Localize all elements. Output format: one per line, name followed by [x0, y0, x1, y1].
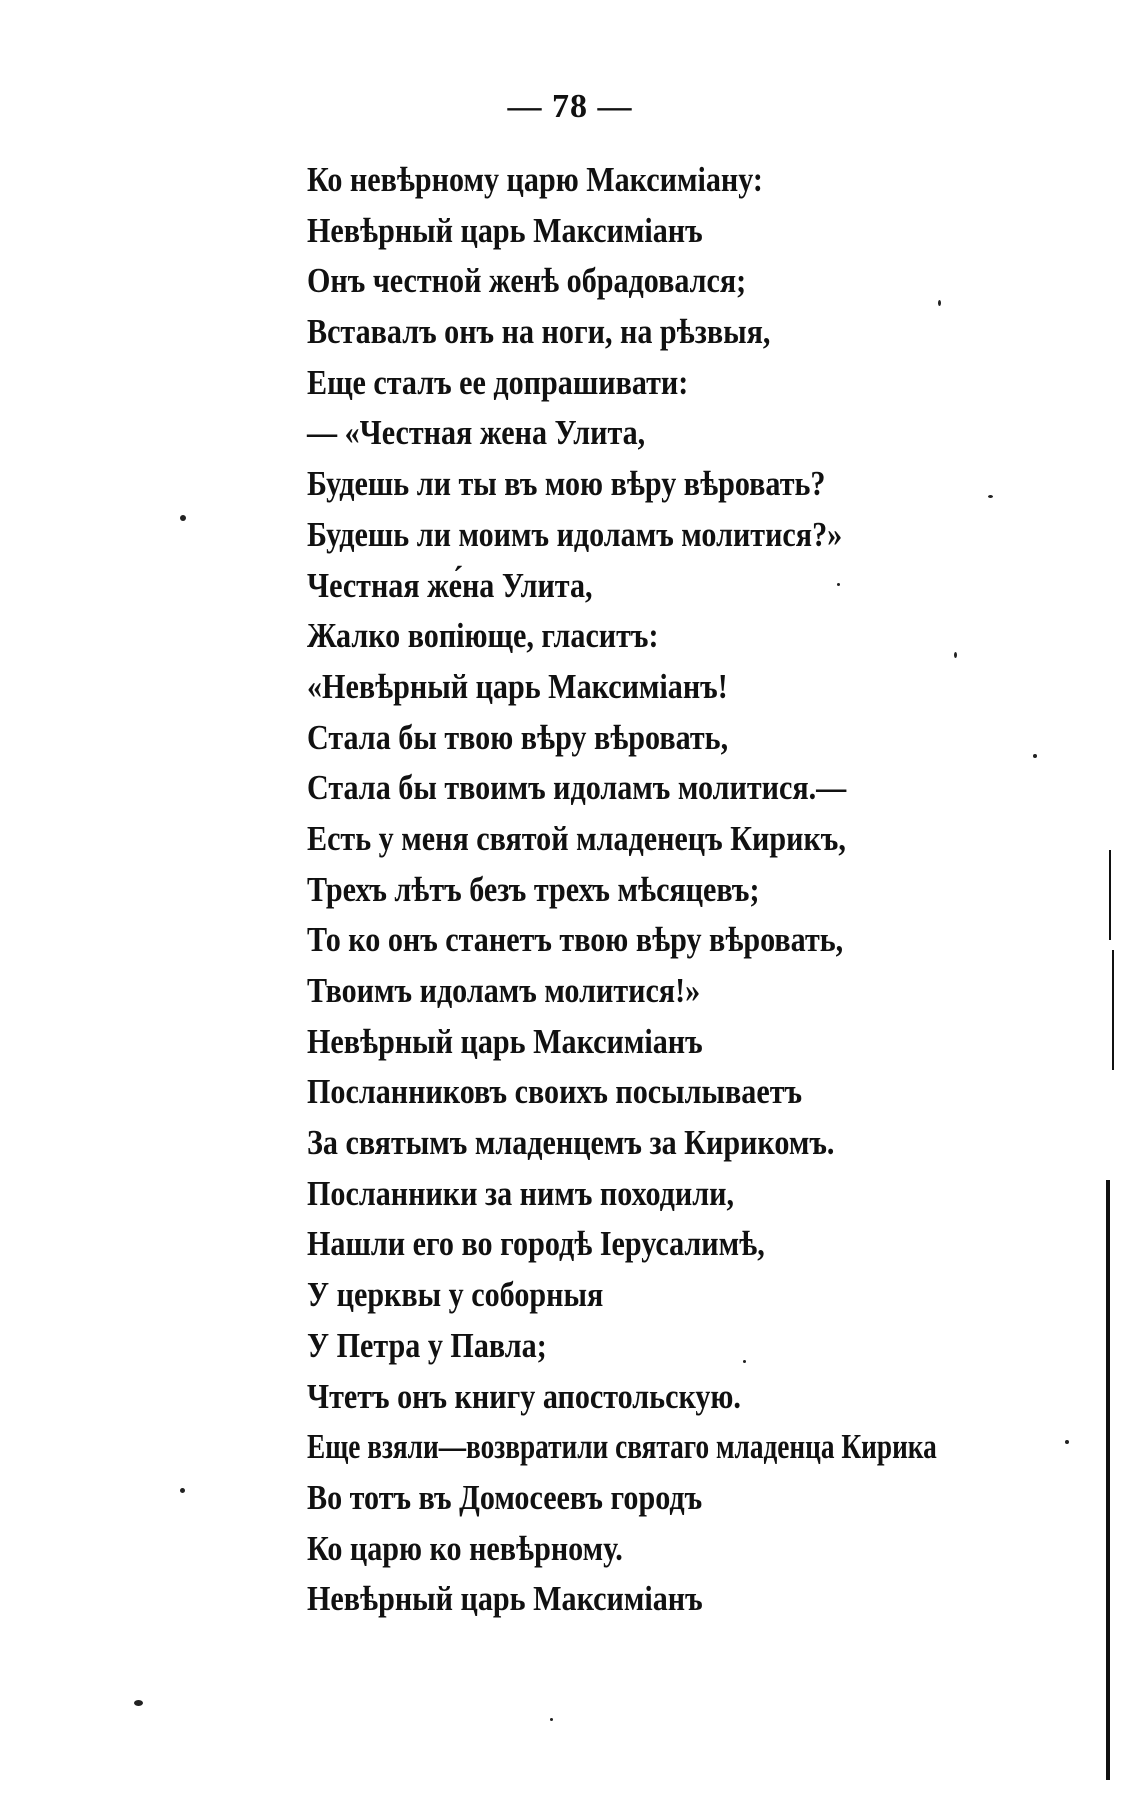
scan-speck: [180, 1488, 185, 1493]
verse-line: Ко невѣрному царю Максиміану:: [307, 160, 763, 199]
verse-line: — «Честная жена Улита,: [307, 413, 646, 453]
poem-text: [307, 155, 1114, 1625]
verse-line: Стала бы твоимъ идоламъ молитися.—: [307, 768, 847, 808]
verse-line: Вставалъ онъ на ноги, на рѣзвыя,: [307, 312, 771, 352]
scan-speck: [180, 515, 186, 521]
verse-line: Будешь ли моимъ идоламъ молитися?»: [307, 514, 843, 554]
scan-speck: [743, 1360, 746, 1363]
scan-speck: [134, 1700, 143, 1706]
verse-line: Посланниковъ своихъ посылываетъ: [307, 1072, 803, 1112]
verse-line: То ко онъ станетъ твою вѣру вѣровать,: [307, 920, 844, 960]
page-binding-shadow: [1109, 850, 1111, 940]
verse-line: «Невѣрный царь Максиміанъ!: [307, 666, 728, 706]
verse-line: Невѣрный царь Максиміанъ: [307, 1579, 703, 1619]
scan-speck: [1033, 754, 1037, 758]
scan-speck: [938, 300, 941, 306]
verse-line: Онъ честной женѣ обрадовался;: [307, 261, 747, 301]
verse-line: Посланники за нимъ походили,: [307, 1173, 734, 1213]
verse-line: У Петра у Павла;: [307, 1325, 547, 1365]
verse-line: Невѣрный царь Максиміанъ: [307, 210, 703, 250]
verse-line: Нашли его во городѣ Іерусалимѣ,: [307, 1224, 765, 1264]
verse-line: У церквы у соборныя: [307, 1275, 604, 1315]
page-number: — 78 —: [507, 88, 633, 125]
verse-line: Твоимъ идоламъ молитися!»: [307, 971, 701, 1010]
scan-speck: [550, 1718, 553, 1721]
scan-speck: [988, 495, 993, 498]
scan-speck: [1065, 1440, 1069, 1444]
verse-line: За святымъ младенцемъ за Кирикомъ.: [307, 1123, 835, 1163]
verse-line: Есть у меня святой младенецъ Кирикъ,: [307, 818, 846, 858]
verse-line: Невѣрный царь Максиміанъ: [307, 1021, 703, 1061]
scan-speck: [954, 652, 957, 658]
page-binding-shadow: [1112, 950, 1114, 1070]
verse-line: Во тотъ въ Домосеевъ городъ: [307, 1477, 703, 1517]
verse-line: Еще сталъ ее допрашивати:: [307, 362, 689, 402]
verse-line: Чтетъ онъ книгу апостольскую.: [307, 1376, 741, 1416]
verse-line: Жалко вопіюще, гласитъ:: [307, 616, 659, 656]
verse-line: Трехъ лѣтъ безъ трехъ мѣсяцевъ;: [307, 869, 760, 909]
verse-line: Ко царю ко невѣрному.: [307, 1528, 623, 1568]
verse-line: Стала бы твою вѣру вѣровать,: [307, 717, 729, 757]
verse-line: Будешь ли ты въ мою вѣру вѣровать?: [307, 464, 826, 504]
verse-line: Еще взяли—возвратили святаго младенца Кирика: [307, 1427, 937, 1467]
page-binding-shadow: [1106, 1180, 1110, 1780]
scan-speck: [837, 583, 840, 586]
verse-line: Честная же́на Улита,: [307, 565, 593, 605]
